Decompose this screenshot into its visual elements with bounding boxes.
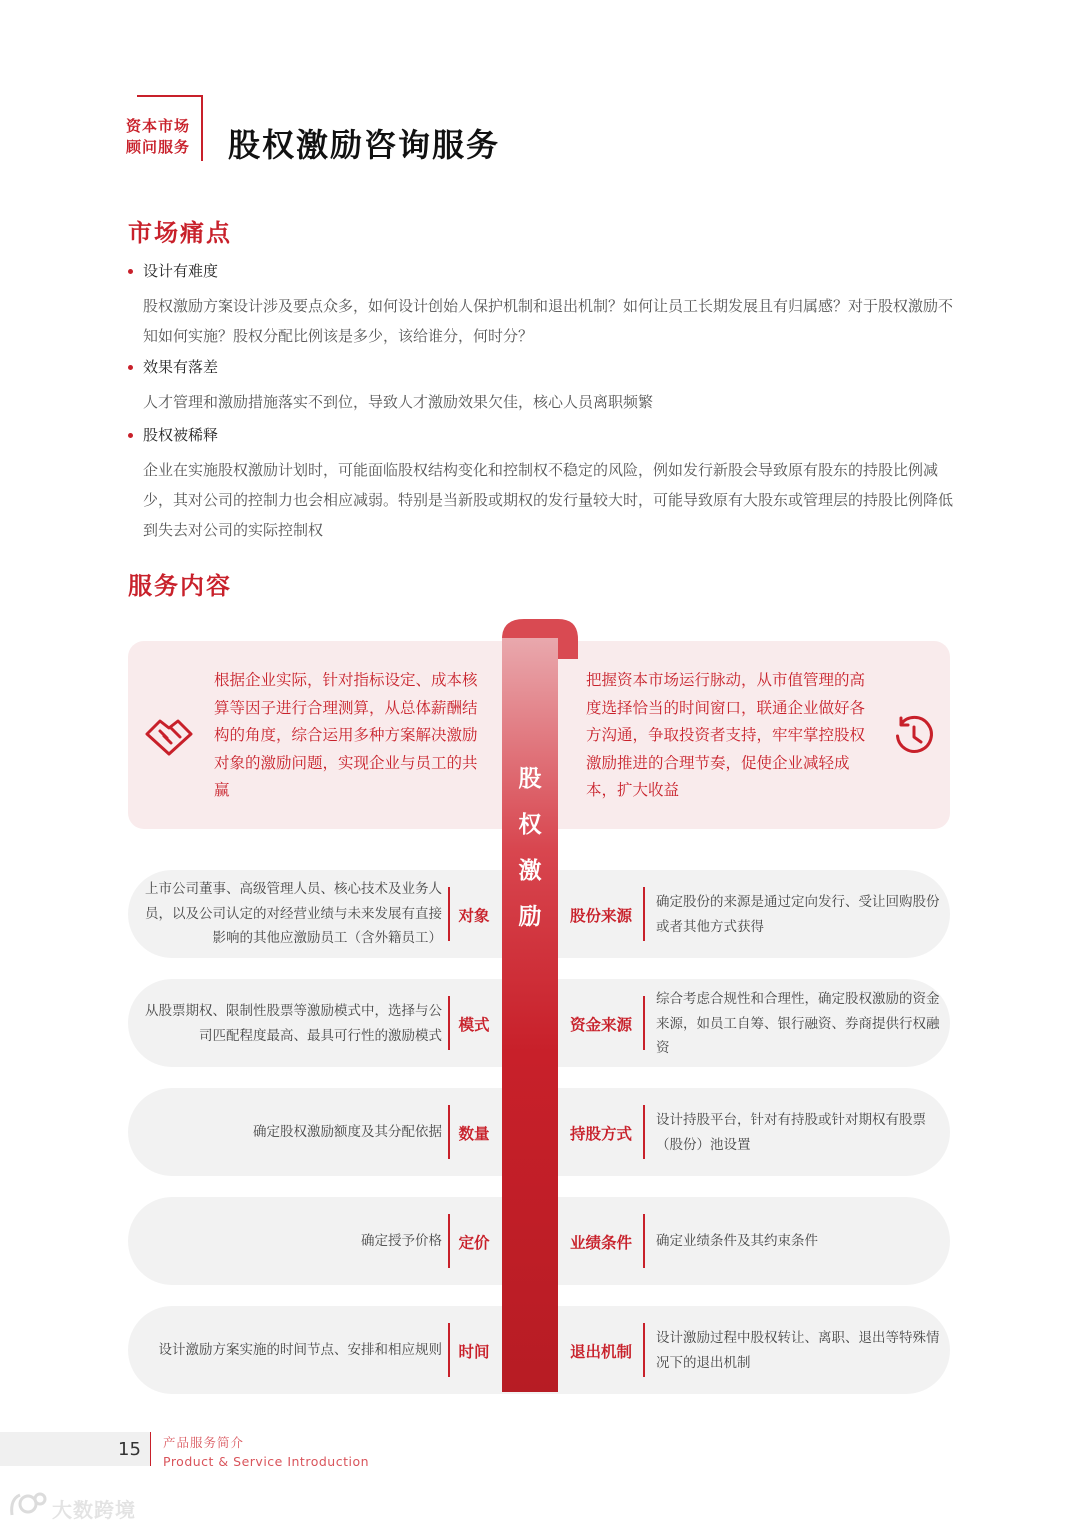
center-ribbon: [502, 638, 558, 1392]
pain-points-title: 市场痛点: [128, 219, 232, 247]
badge-line-1: 资本市场: [125, 117, 190, 135]
pain-point-body: 企业在实施股权激励计划时，可能面临股权结构变化和控制权不稳定的风险，例如发行新股会导致原有股东的持股比例减少，其对公司的控制力也会相应减弱。特别是当新股或期权的发行量较大时，可能导致原有大股东或管理层的持股比例降低到失去对公司的实际控制权: [143, 461, 954, 539]
row-left-label: 对象: [458, 907, 490, 925]
watermark-logo-icon: [8, 1489, 48, 1524]
overview-left-text: 根据企业实际，针对指标设定、成本核算等因子进行合理测算，从总体薪酬结构的角度，综合运用多种方案解决激励对象的激励问题，实现企业与员工的共赢: [214, 671, 478, 799]
badge-line-2: 顾问服务: [125, 138, 190, 156]
services-title: 服务内容: [128, 572, 232, 600]
pain-point-heading: 效果有落差: [128, 356, 958, 378]
row-divider: [643, 1323, 645, 1377]
row-left-label: 定价: [458, 1234, 490, 1252]
row-left-label: 模式: [458, 1016, 490, 1034]
row-divider: [643, 996, 645, 1050]
pain-point-body: 股权激励方案设计涉及要点众多，如何设计创始人保护机制和退出机制？如何让员工长期发展且有归属感？对于股权激励不知如何实施？股权分配比例该是多少，该给谁分，何时分？: [143, 297, 954, 345]
row-divider: [643, 1105, 645, 1159]
watermark-text: 大数跨境: [52, 1498, 136, 1522]
row-right-description: 确定股份的来源是通过定向发行、受让回购股份或者其他方式获得: [656, 894, 940, 935]
row-left-description: 上市公司董事、高级管理人员、核心技术及业务人员，以及公司认定的对经营业绩与未来发展有直接影响的其他应激励员工（含外籍员工）: [145, 881, 442, 946]
page-title: 股权激励咨询服务: [228, 126, 501, 164]
row-right-label: 退出机制: [569, 1343, 632, 1361]
row-left-description: 从股票期权、限制性股票等激励模式中，选择与公司匹配程度最高、最具可行性的激励模式: [145, 1003, 442, 1044]
pain-point-item: [128, 260, 958, 351]
row-right-label: 资金来源: [569, 1016, 632, 1034]
pain-point-item: [128, 424, 958, 545]
footer-section-en: Product & Service Introduction: [163, 1454, 370, 1469]
row-right-description: 设计激励过程中股权转让、离职、退出等特殊情况下的退出机制: [656, 1330, 940, 1371]
row-left-label: 时间: [458, 1343, 490, 1361]
clock-icon: [893, 715, 935, 761]
overview-right-text: 把握资本市场运行脉动，从市值管理的高度选择恰当的时间窗口，联通企业做好各方沟通，争取投资者支持，牢牢掌控股权激励推进的合理节奏，促使企业减轻成本，扩大收益: [586, 671, 866, 799]
row-left-description: 确定股权激励额度及其分配依据: [253, 1124, 442, 1140]
row-right-description: 确定业绩条件及其约束条件: [656, 1233, 818, 1249]
row-right-label: 股份来源: [569, 907, 632, 925]
row-right-description: 设计持股平台，针对有持股或针对期权有股票（股份）池设置: [656, 1112, 926, 1153]
pain-point-heading: 设计有难度: [128, 260, 958, 282]
footer-divider: [150, 1432, 151, 1466]
pain-point-item: [128, 356, 958, 417]
row-right-label: 业绩条件: [569, 1234, 632, 1252]
row-left-label: 数量: [458, 1125, 490, 1143]
section-badge: [118, 116, 198, 158]
row-divider: [643, 887, 645, 941]
pain-point-heading: 股权被稀释: [128, 424, 958, 446]
footer-section-cn: 产品服务简介: [163, 1435, 245, 1450]
row-left-description: 设计激励方案实施的时间节点、安排和相应规则: [158, 1342, 442, 1358]
handshake-icon: [144, 711, 194, 761]
page-number: 15: [118, 1439, 141, 1460]
pain-point-body: 人才管理和激励措施落实不到位，导致人才激励效果欠佳，核心人员离职频繁: [143, 393, 654, 411]
center-label: 股权激励: [518, 766, 542, 930]
row-right-label: 持股方式: [569, 1125, 632, 1143]
row-divider: [643, 1214, 645, 1268]
row-right-description: 综合考虑合规性和合理性，确定股权激励的资金来源，如员工自筹、银行融资、券商提供行权融资: [656, 991, 940, 1056]
row-left-description: 确定授予价格: [361, 1233, 442, 1249]
